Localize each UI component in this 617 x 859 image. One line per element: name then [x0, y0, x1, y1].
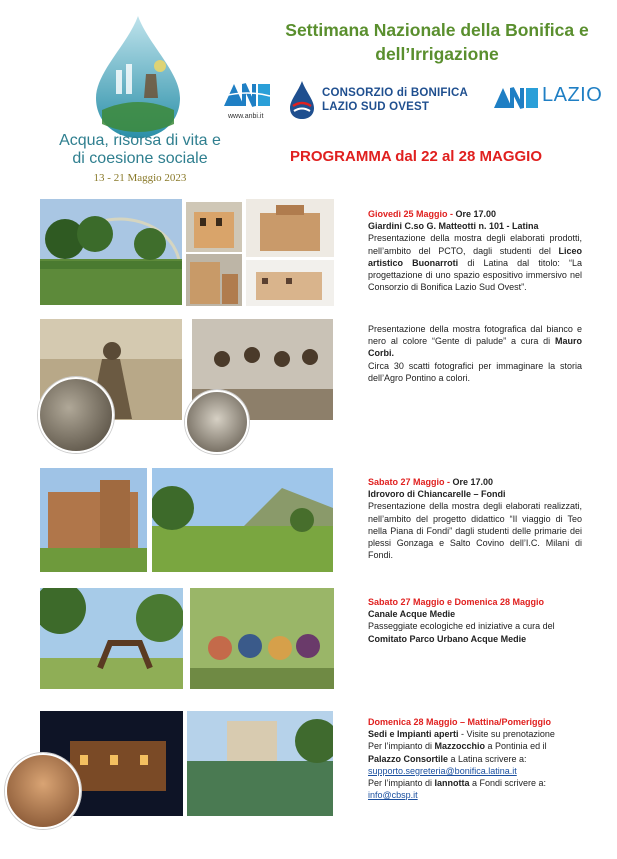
event-time: Ore 17.00	[455, 209, 497, 219]
event-date: Domenica 28 Maggio – Mattina/Pomeriggio	[368, 717, 552, 727]
photo-pumping-canal	[187, 711, 333, 816]
photo-historic-building-2	[186, 254, 242, 306]
event-organizer: Comitato Parco Urbano Acque Medie	[368, 633, 527, 644]
photo-circle-marsh-2	[185, 390, 249, 454]
consorzio-logo-text: CONSORZIO di BONIFICA LAZIO SUD OVEST	[322, 87, 469, 113]
event-place: Idrovoro di Chiancarelle – Fondi	[368, 489, 506, 500]
event-description: Presentazione della mostra degli elaborati realizzati, nell’ambito del progetto didattico “Il viaggio di Teo nella Piana di Fondi” dagli studenti delle primarie dei plessi Gonzaga e Salto Covino dell’I.C. Milani di Fondi.	[368, 501, 582, 561]
event-place: Sedi e Impianti aperti	[368, 729, 459, 740]
email-link-info[interactable]: info@cbsp.it	[368, 790, 418, 801]
event-date: Sabato 27 Maggio	[368, 477, 445, 487]
water-drop-logo	[88, 14, 188, 140]
page-title: Settimana Nazionale della Bonifica e dell’Irrigazione	[285, 20, 589, 64]
photo-circle-palazzo	[5, 753, 81, 829]
photo-circle-marsh-1	[38, 377, 114, 453]
event-description: Presentazione della mostra degli elaborati prodotti, nell’ambito del PCTO, dagli studenti del Liceo artistico Buonarroti di Latina dal titolo: “La progettazione di uno spazio espositivo immersivo nel Consorzio di Bonifica Lazio Sud Ovest”.	[368, 233, 582, 293]
email-link-supporto[interactable]: supporto.segreteria@bonifica.latina.it	[368, 765, 517, 776]
event-block-1: Giovedì 25 Maggio - Ore 17.00 Giardini C.so G. Matteotti n. 101 - Latina Presentazione della mostra degli elaborati prodotti, nell’ambito del PCTO, dagli studenti del Liceo artistico Buonarroti di Latina dal titolo: “La progettazione di uno spazio espositivo immersivo nel Consorzio di Bonifica Lazio Sud Ovest”.	[368, 209, 582, 293]
anbi-lazio-logo	[492, 84, 602, 112]
event-time: Ore 17.00	[452, 477, 494, 487]
programma-heading: PROGRAMMA dal 22 al 28 MAGGIO	[290, 148, 542, 165]
event-date: Sabato 27 Maggio e Domenica 28 Maggio	[368, 597, 545, 607]
event-block-5: Domenica 28 Maggio – Mattina/Pomeriggio Sedi e Impianti aperti - Visite su prenotazione Per l’impianto di Mazzocchio a Pontinia ed il Palazzo Consortile a Latina scrivere a: supporto.segreteria@bonifica.latina.it Per l’impianto di Iannotta a Fondi scrivere a: info@cbsp.it	[368, 716, 582, 801]
photo-historic-building-1	[186, 202, 242, 252]
photo-garden-rainbow	[40, 199, 182, 305]
photo-horse-ride	[40, 588, 183, 689]
event-block-2	[368, 323, 582, 384]
event-description-2: Circa 30 scatti fotografici per immaginare la storia dell’Agro Pontino a colori.	[368, 360, 582, 383]
event-description: Presentazione della mostra fotografica dal bianco e nero al colore “Gente di palude” a cura di Mauro Corbi.	[368, 324, 582, 359]
lazio-logo-text: LAZIO	[542, 84, 603, 106]
photo-building-render-2	[246, 260, 334, 306]
photo-idrovoro-field	[152, 468, 333, 572]
tagline: Acqua, risorsa di vita e di coesione sociale	[59, 132, 221, 167]
week-dates: 13 - 21 Maggio 2023	[93, 172, 187, 184]
anbi-url: www.anbi.it	[228, 113, 264, 120]
consorzio-drop-icon	[288, 80, 316, 120]
photo-building-render-1	[246, 199, 334, 257]
event-place: Giardini C.so G. Matteotti n. 101 - Latina	[368, 221, 539, 232]
anbi-logo	[222, 82, 272, 108]
photo-walking-group	[190, 588, 334, 689]
photo-idrovoro-building	[40, 468, 147, 572]
event-date: Giovedì 25 Maggio	[368, 209, 448, 219]
event-block-4	[368, 596, 582, 645]
event-block-3: Sabato 27 Maggio - Ore 17.00 Idrovoro di Chiancarelle – Fondi Presentazione della mostra degli elaborati realizzati, nell’ambito del progetto didattico “Il viaggio di Teo nella Piana di Fondi” dagli studenti delle primarie dei plessi Gonzaga e Salto Covino dell’I.C. Milani di Fondi.	[368, 477, 582, 561]
event-place: Canale Acque Medie	[368, 609, 456, 620]
event-description: Passeggiate ecologiche ed iniziative a cura del	[368, 621, 555, 632]
